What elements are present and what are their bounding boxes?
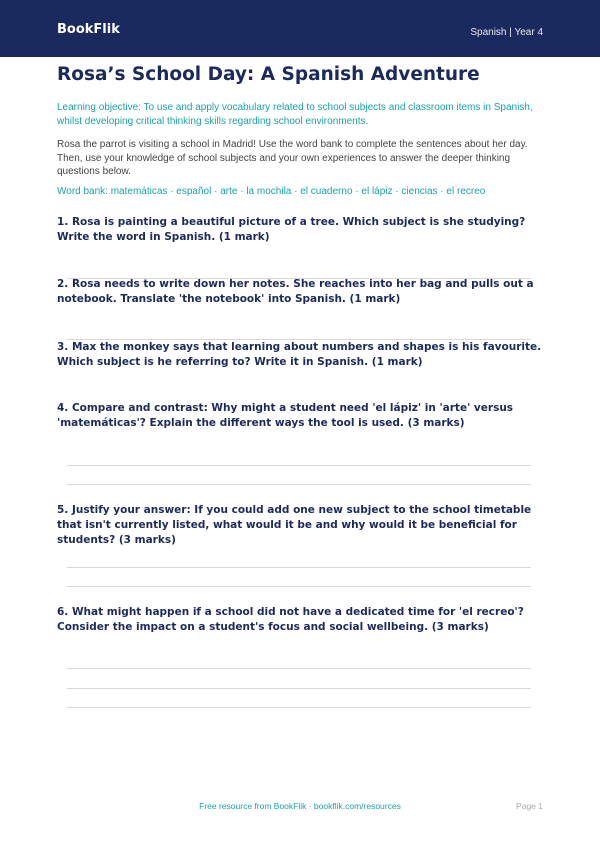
- header-bar: [0, 0, 600, 57]
- question-3: 3. Max the monkey says that learning about numbers and shapes is his favourite. Which subject is he referring to? Write it in Spanish. (1 mark): [57, 341, 542, 368]
- answer-line[interactable]: [67, 465, 531, 466]
- page-title: Rosa’s School Day: A Spanish Adventure: [57, 64, 480, 85]
- answer-line[interactable]: [67, 688, 531, 689]
- answer-line[interactable]: [67, 586, 531, 587]
- learning-objective: Learning objective: To use and apply vocabulary related to school subjects and classroom items in Spanish, whilst developing critical thinking skills regarding school environments.: [57, 102, 533, 127]
- question-6: 6. What might happen if a school did not have a dedicated time for 'el recreo'? Consider the impact on a student's focus and social wellbeing. (3 marks): [57, 606, 524, 633]
- answer-line[interactable]: [67, 668, 531, 669]
- brand-logo[interactable]: BookFlik: [57, 22, 120, 37]
- footer-credit[interactable]: Free resource from BookFlik · bookflik.com/resources: [199, 801, 401, 811]
- word-bank: Word bank: matemáticas · español · arte · la mochila · el cuaderno · el lápiz · ciencias · el recreo: [57, 186, 486, 197]
- subject-year-label: Spanish | Year 4: [470, 27, 543, 38]
- question-4: 4. Compare and contrast: Why might a student need 'el lápiz' in 'arte' versus 'matemáticas'? Explain the different ways the tool is used. (3 marks): [57, 402, 514, 429]
- answer-line[interactable]: [67, 484, 531, 485]
- page-number: Page 1: [516, 801, 543, 811]
- intro-text: Rosa the parrot is visiting a school in Madrid! Use the word bank to complete the sentences about her day. Then, use your knowledge of school subjects and your own experiences to answer the deeper thinking questions below.: [57, 139, 528, 177]
- question-2: 2. Rosa needs to write down her notes. She reaches into her bag and pulls out a notebook. Translate 'the notebook' into Spanish. (1 mark): [57, 278, 534, 305]
- question-1: 1. Rosa is painting a beautiful picture of a tree. Which subject is she studying? Write the word in Spanish. (1 mark): [57, 216, 526, 243]
- question-5: 5. Justify your answer: If you could add one new subject to the school timetable that isn't currently listed, what would it be and why would it be beneficial for students? (3 marks): [57, 504, 532, 546]
- answer-line[interactable]: [67, 567, 531, 568]
- answer-line[interactable]: [67, 707, 531, 708]
